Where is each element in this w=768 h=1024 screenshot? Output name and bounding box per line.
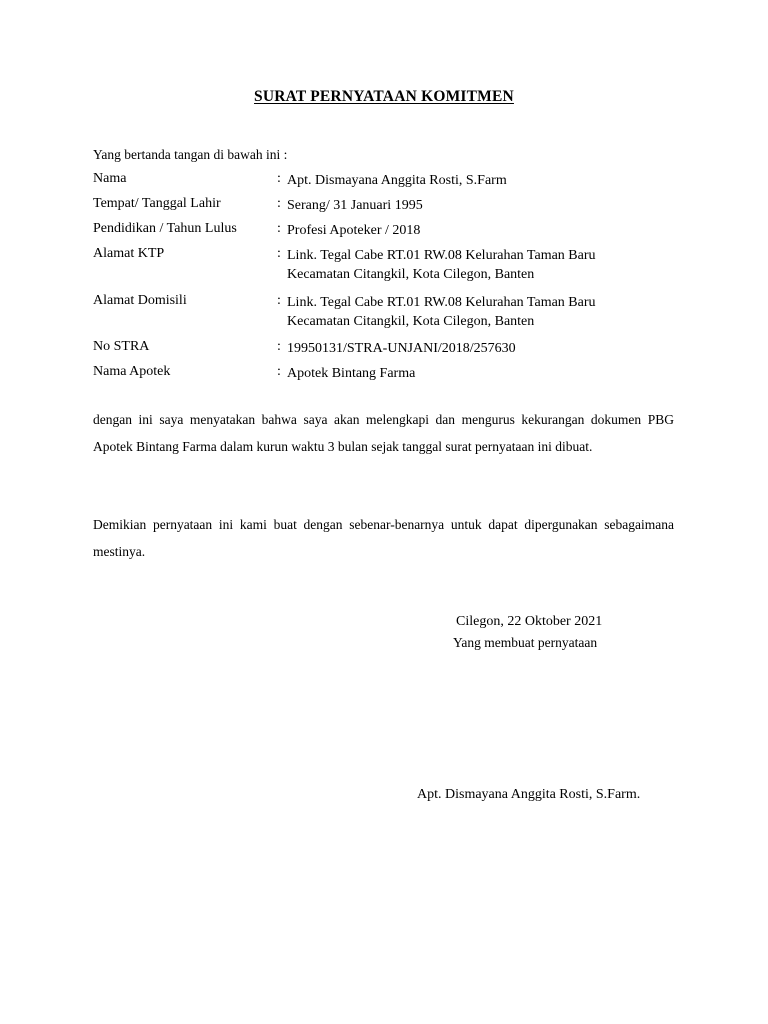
field-value-nama: Apt. Dismayana Anggita Rosti, S.Farm: [287, 173, 507, 188]
field-colon: :: [277, 246, 281, 261]
address-line: Kecamatan Citangkil, Kota Cilegon, Banten: [287, 314, 535, 329]
signer-name: Apt. Dismayana Anggita Rosti, S.Farm.: [417, 787, 641, 802]
address-line: Kecamatan Citangkil, Kota Cilegon, Banten: [287, 267, 535, 282]
field-label-pendidikan: Pendidikan / Tahun Lulus: [93, 221, 237, 236]
field-value-alamat-ktp: [287, 246, 596, 284]
field-label-alamat-domisili: Alamat Domisili: [93, 293, 187, 308]
field-label-tempat-tanggal-lahir: Tempat/ Tanggal Lahir: [93, 196, 221, 211]
field-label-no-stra: No STRA: [93, 339, 150, 354]
field-colon: :: [277, 339, 281, 354]
field-label-nama-apotek: Nama Apotek: [93, 364, 171, 379]
field-label-alamat-ktp: Alamat KTP: [93, 246, 165, 261]
closing-paragraph: Demikian pernyataan ini kami buat dengan sebenar-benarnya untuk dapat dipergunakan sebagaimana mestinya.: [93, 517, 674, 559]
place-date: Cilegon, 22 Oktober 2021: [456, 614, 603, 629]
field-colon: :: [277, 171, 281, 186]
maker-label: Yang membuat pernyataan: [453, 635, 598, 650]
address-line: Link. Tegal Cabe RT.01 RW.08 Kelurahan Taman Baru: [287, 295, 596, 310]
statement-paragraph: dengan ini saya menyatakan bahwa saya akan melengkapi dan mengurus kekurangan dokumen PBG Apotek Bintang Farma dalam kurun waktu 3 bulan sejak tanggal surat pernyataan ini dibuat.: [93, 412, 674, 454]
field-value-alamat-domisili: [287, 293, 596, 331]
field-colon: :: [277, 293, 281, 308]
field-colon: :: [277, 364, 281, 379]
field-colon: :: [277, 196, 281, 211]
field-colon: :: [277, 221, 281, 236]
field-value-tempat-tanggal-lahir: Serang/ 31 Januari 1995: [287, 198, 423, 213]
field-value-nama-apotek: Apotek Bintang Farma: [287, 366, 416, 381]
intro-text: Yang bertanda tangan di bawah ini :: [93, 147, 288, 162]
field-value-pendidikan: Profesi Apoteker / 2018: [287, 223, 421, 238]
field-value-no-stra: 19950131/STRA-UNJANI/2018/257630: [287, 341, 516, 356]
field-label-nama: Nama: [93, 171, 127, 186]
document-title: SURAT PERNYATAAN KOMITMEN: [254, 88, 514, 105]
address-line: Link. Tegal Cabe RT.01 RW.08 Kelurahan Taman Baru: [287, 248, 596, 263]
